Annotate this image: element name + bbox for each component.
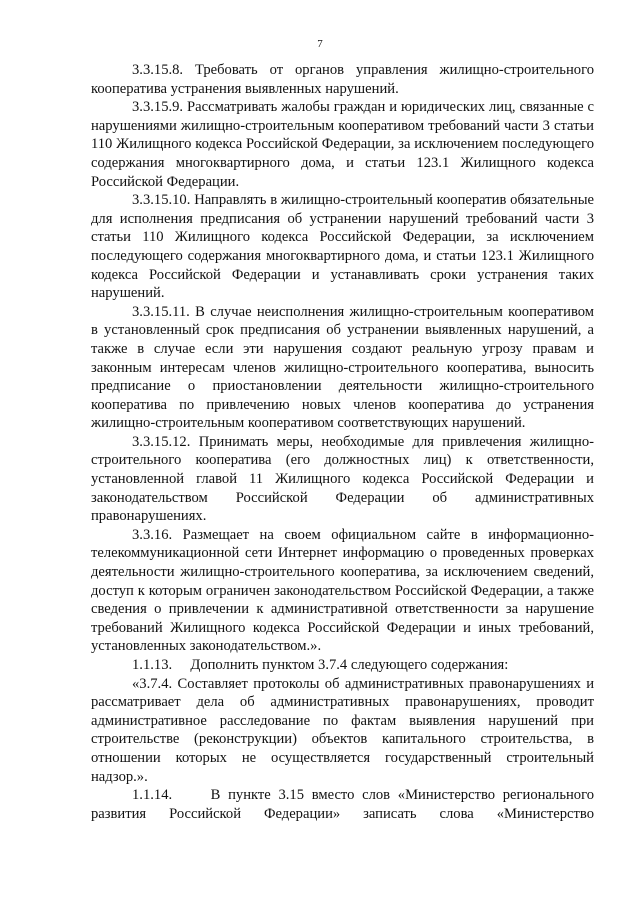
paragraph-1-1-14: 1.1.14. В пункте 3.15 вместо слов «Министерство регионального развития Российской Федерации» записать слова «Министерство [91,787,598,822]
paragraph-3-3-15-10: 3.3.15.10. Направлять в жилищно-строительный кооператив обязательные для исполнения предписания об устранении нарушений требований части 3 статьи 110 Жилищного кодекса Российской Федерации, за исключением последующего содержания многоквартирного дома, и статьи 123.1 Жилищного кодекса Российской Федерации и устанавливать сроки устранения таких нарушений. [91,192,594,302]
paragraph-3-3-16: 3.3.16. Размещает на своем официальном сайте в информационно-телекоммуникационной сети Интернет информацию о проведенных проверках деятельности жилищно-строительного кооператива, за исключением сведений, доступ к которым ограничен законодательством Российской Федерации, а также сведения о привлечении к административной ответственности за нарушение требований Жилищного кодекса Российской Федерации и иных требований, установленных законодательством.». [91,526,594,655]
paragraph-3-7-4: «3.7.4. Составляет протоколы об административных правонарушениях и рассматривает дела об административных правонарушениях, проводит административное расследование по фактам выявления нарушений при строительстве (реконструкции) объектов капитального строительства, в отношении которых не осуществляется государственный строительный надзор.». [91,675,594,785]
paragraph-3-3-15-12: 3.3.15.12. Принимать меры, необходимые для привлечения жилищно-строительного кооператива (его должностных лиц) к ответственности, установленной главой 11 Жилищного кодекса Российской Федерации и законодательством Российской Федерации об административных правонарушениях. [91,433,594,525]
page-number: 7 [317,38,323,50]
document-body [91,61,598,823]
paragraph-3-3-15-9: 3.3.15.9. Рассматривать жалобы граждан и юридических лиц, связанные с нарушениями жилищно-строительным кооперативом требований части 3 статьи 110 Жилищного кодекса Российской Федерации, за исключением последующего содержания многоквартирного дома, и статьи 123.1 Жилищного кодекса Российской Федерации. [91,99,594,190]
paragraph-3-3-15-11: 3.3.15.11. В случае неисполнения жилищно-строительным кооперативом в установленный срок предписания об устранении выявленных нарушений, а также в случае если эти нарушения создают реальную угрозу правам и законным интересам членов жилищно-строительного кооператива, выносить предписание о приостановлении деятельности жилищно-строительного кооператива по привлечению новых членов кооператива до устранения жилищно-строительным кооперативом соответствующих нарушений. [91,303,594,432]
paragraph-1-1-13: 1.1.13. Дополнить пунктом 3.7.4 следующего содержания: [132,657,509,673]
paragraph-3-3-15-8: 3.3.15.8. Требовать от органов управления жилищно-строительного кооператива устранения выявленных нарушений. [91,62,594,97]
